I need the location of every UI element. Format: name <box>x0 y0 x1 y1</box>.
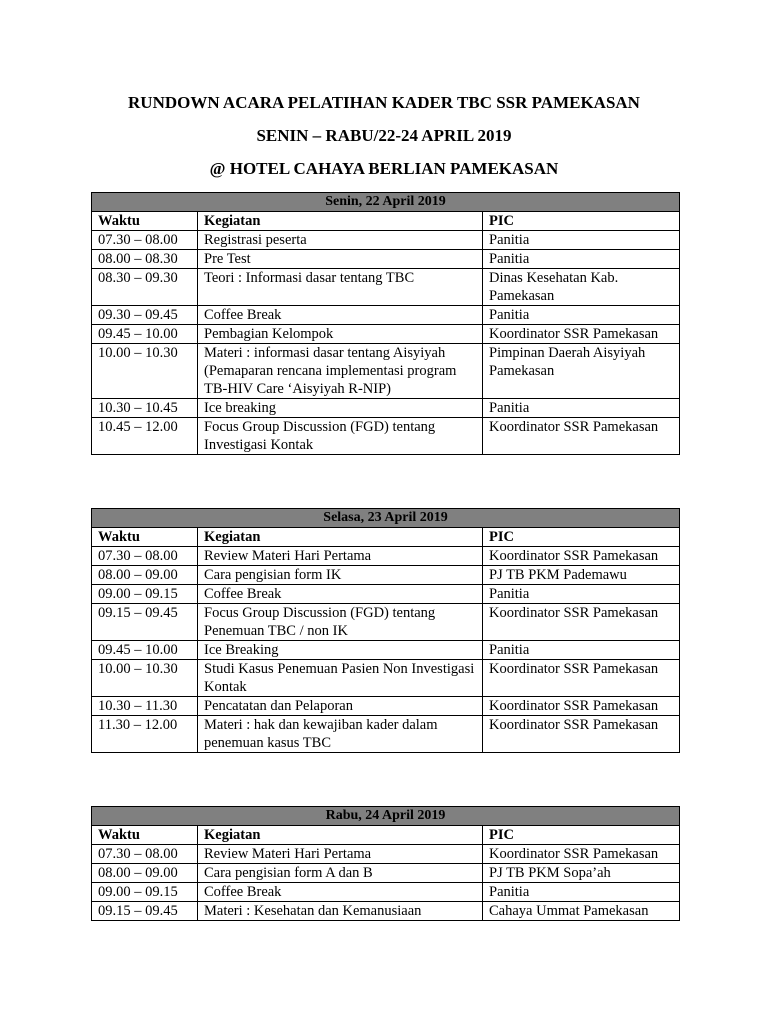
table-row <box>92 269 680 306</box>
cell-time: 09.00 – 09.15 <box>92 585 198 604</box>
cell-pic: Koordinator SSR Pamekasan <box>483 716 680 753</box>
table-row <box>92 585 680 604</box>
cell-pic: Koordinator SSR Pamekasan <box>483 845 680 864</box>
column-header-activity: Kegiatan <box>198 212 483 231</box>
cell-activity: Review Materi Hari Pertama <box>198 547 483 566</box>
cell-time: 09.30 – 09.45 <box>92 306 198 325</box>
table-row <box>92 883 680 902</box>
column-header-pic: PIC <box>483 528 680 547</box>
cell-pic: PJ TB PKM Sopa’ah <box>483 864 680 883</box>
cell-activity: Ice breaking <box>198 399 483 418</box>
table-row <box>92 660 680 697</box>
cell-activity: Ice Breaking <box>198 641 483 660</box>
day-title: Selasa, 23 April 2019 <box>92 509 680 528</box>
cell-pic: Dinas Kesehatan Kab. Pamekasan <box>483 269 680 306</box>
table-row <box>92 845 680 864</box>
table-row <box>92 697 680 716</box>
table-row <box>92 418 680 455</box>
table-row <box>92 250 680 269</box>
cell-time: 07.30 – 08.00 <box>92 231 198 250</box>
column-header-time: Waktu <box>92 826 198 845</box>
column-header-pic: PIC <box>483 212 680 231</box>
cell-time: 10.30 – 11.30 <box>92 697 198 716</box>
cell-time: 10.30 – 10.45 <box>92 399 198 418</box>
cell-activity: Pembagian Kelompok <box>198 325 483 344</box>
cell-pic: Panitia <box>483 231 680 250</box>
table-row <box>92 344 680 399</box>
cell-time: 08.00 – 09.00 <box>92 566 198 585</box>
cell-time: 10.45 – 12.00 <box>92 418 198 455</box>
cell-time: 07.30 – 08.00 <box>92 547 198 566</box>
cell-activity: Coffee Break <box>198 306 483 325</box>
cell-pic: Cahaya Ummat Pamekasan <box>483 902 680 921</box>
table-row <box>92 306 680 325</box>
cell-activity: Materi : informasi dasar tentang Aisyiyah (Pemaparan rencana implementasi program TB-HIV Care ‘Aisyiyah R-NIP) <box>198 344 483 399</box>
venue-heading: @ HOTEL CAHAYA BERLIAN PAMEKASAN <box>209 159 559 178</box>
date-range-heading: SENIN – RABU/22-24 APRIL 2019 <box>256 126 512 145</box>
day-title: Senin, 22 April 2019 <box>92 193 680 212</box>
document-title: RUNDOWN ACARA PELATIHAN KADER TBC SSR PAMEKASAN <box>128 93 640 112</box>
cell-time: 11.30 – 12.00 <box>92 716 198 753</box>
table-row <box>92 604 680 641</box>
table-row <box>92 325 680 344</box>
cell-pic: Koordinator SSR Pamekasan <box>483 325 680 344</box>
cell-activity: Cara pengisian form A dan B <box>198 864 483 883</box>
cell-pic: Koordinator SSR Pamekasan <box>483 547 680 566</box>
cell-activity: Focus Group Discussion (FGD) tentang Investigasi Kontak <box>198 418 483 455</box>
cell-time: 07.30 – 08.00 <box>92 845 198 864</box>
cell-pic: Panitia <box>483 883 680 902</box>
cell-activity: Focus Group Discussion (FGD) tentang Penemuan TBC / non IK <box>198 604 483 641</box>
cell-activity: Materi : hak dan kewajiban kader dalam penemuan kasus TBC <box>198 716 483 753</box>
cell-pic: Panitia <box>483 399 680 418</box>
day-title: Rabu, 24 April 2019 <box>92 807 680 826</box>
cell-pic: Panitia <box>483 585 680 604</box>
cell-activity: Registrasi peserta <box>198 231 483 250</box>
cell-activity: Teori : Informasi dasar tentang TBC <box>198 269 483 306</box>
schedule-table-day-1 <box>91 192 680 455</box>
cell-pic: Koordinator SSR Pamekasan <box>483 604 680 641</box>
cell-time: 10.00 – 10.30 <box>92 344 198 399</box>
cell-activity: Coffee Break <box>198 883 483 902</box>
cell-pic: Panitia <box>483 250 680 269</box>
schedule-table-day-3 <box>91 806 680 921</box>
cell-time: 09.45 – 10.00 <box>92 641 198 660</box>
cell-time: 08.30 – 09.30 <box>92 269 198 306</box>
cell-activity: Coffee Break <box>198 585 483 604</box>
table-row <box>92 902 680 921</box>
cell-activity: Studi Kasus Penemuan Pasien Non Investigasi Kontak <box>198 660 483 697</box>
cell-activity: Materi : Kesehatan dan Kemanusiaan <box>198 902 483 921</box>
cell-pic: Panitia <box>483 641 680 660</box>
column-header-pic: PIC <box>483 826 680 845</box>
column-header-activity: Kegiatan <box>198 826 483 845</box>
cell-time: 09.00 – 09.15 <box>92 883 198 902</box>
cell-time: 10.00 – 10.30 <box>92 660 198 697</box>
schedule-table-day-2 <box>91 508 680 753</box>
cell-pic: Koordinator SSR Pamekasan <box>483 660 680 697</box>
table-row <box>92 231 680 250</box>
column-header-time: Waktu <box>92 212 198 231</box>
cell-time: 09.15 – 09.45 <box>92 902 198 921</box>
cell-activity: Cara pengisian form IK <box>198 566 483 585</box>
cell-time: 08.00 – 08.30 <box>92 250 198 269</box>
cell-time: 09.45 – 10.00 <box>92 325 198 344</box>
cell-pic: Pimpinan Daerah Aisyiyah Pamekasan <box>483 344 680 399</box>
cell-activity: Pre Test <box>198 250 483 269</box>
table-row <box>92 641 680 660</box>
cell-time: 08.00 – 09.00 <box>92 864 198 883</box>
cell-pic: Koordinator SSR Pamekasan <box>483 697 680 716</box>
cell-pic: Panitia <box>483 306 680 325</box>
cell-time: 09.15 – 09.45 <box>92 604 198 641</box>
cell-pic: Koordinator SSR Pamekasan <box>483 418 680 455</box>
cell-activity: Pencatatan dan Pelaporan <box>198 697 483 716</box>
table-row <box>92 864 680 883</box>
cell-pic: PJ TB PKM Pademawu <box>483 566 680 585</box>
cell-activity: Review Materi Hari Pertama <box>198 845 483 864</box>
table-row <box>92 716 680 753</box>
column-header-activity: Kegiatan <box>198 528 483 547</box>
table-row <box>92 547 680 566</box>
table-row <box>92 566 680 585</box>
column-header-time: Waktu <box>92 528 198 547</box>
table-row <box>92 399 680 418</box>
